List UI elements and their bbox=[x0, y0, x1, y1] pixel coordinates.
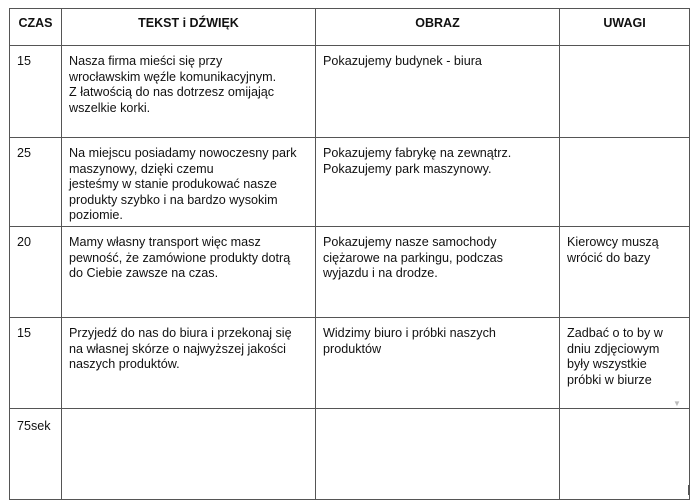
obraz-cell[interactable]: Pokazujemy budynek - biura bbox=[316, 46, 560, 138]
header-uwagi: UWAGI bbox=[560, 9, 690, 46]
obraz-cell[interactable]: Widzimy biuro i próbki naszych produktów bbox=[316, 318, 560, 409]
script-table bbox=[9, 8, 690, 500]
table-row bbox=[10, 46, 690, 138]
czas-cell[interactable]: 15 bbox=[10, 46, 62, 138]
uwagi-cell[interactable]: Kierowcy muszą wrócić do bazy bbox=[560, 227, 690, 318]
tekst-cell[interactable]: Mamy własny transport więc masz pewność, że zamówione produkty dotrą do Ciebie zawsze na czas. bbox=[62, 227, 316, 318]
obraz-cell[interactable]: Pokazujemy nasze samochody ciężarowe na parkingu, podczas wyjazdu i na drodze. bbox=[316, 227, 560, 318]
tekst-cell[interactable]: Na miejscu posiadamy nowoczesny park maszynowy, dzięki czemu jesteśmy w stanie produkować nasze produkty szybko i na bardzo wysokim poziomie. bbox=[62, 138, 316, 227]
czas-cell[interactable]: 15 bbox=[10, 318, 62, 409]
czas-cell[interactable]: 25 bbox=[10, 138, 62, 227]
tekst-cell[interactable]: Nasza firma mieści się przy wrocławskim węźle komunikacyjnym. Z łatwością do nas dotrzesz omijając wszelkie korki. bbox=[62, 46, 316, 138]
cell-options-icon[interactable]: ▼ bbox=[673, 399, 681, 408]
czas-total-cell[interactable]: 75sek bbox=[10, 409, 62, 500]
obraz-cell[interactable]: Pokazujemy fabrykę na zewnątrz. Pokazujemy park maszynowy. bbox=[316, 138, 560, 227]
uwagi-cell[interactable] bbox=[560, 46, 690, 138]
header-czas: CZAS bbox=[10, 9, 62, 46]
table-row bbox=[10, 318, 690, 409]
tekst-cell[interactable]: Przyjedź do nas do biura i przekonaj się na własnej skórze o najwyższej jakości naszych produktów. bbox=[62, 318, 316, 409]
uwagi-cell[interactable]: Zadbać o to by w dniu zdjęciowym były wszystkie próbki w biurze bbox=[560, 318, 690, 409]
table-row bbox=[10, 227, 690, 318]
table-row bbox=[10, 138, 690, 227]
czas-cell[interactable]: 20 bbox=[10, 227, 62, 318]
header-obraz: OBRAZ bbox=[316, 9, 560, 46]
header-row bbox=[10, 9, 690, 46]
header-tekst: TEKST i DŹWIĘK bbox=[62, 9, 316, 46]
uwagi-cell[interactable] bbox=[560, 138, 690, 227]
